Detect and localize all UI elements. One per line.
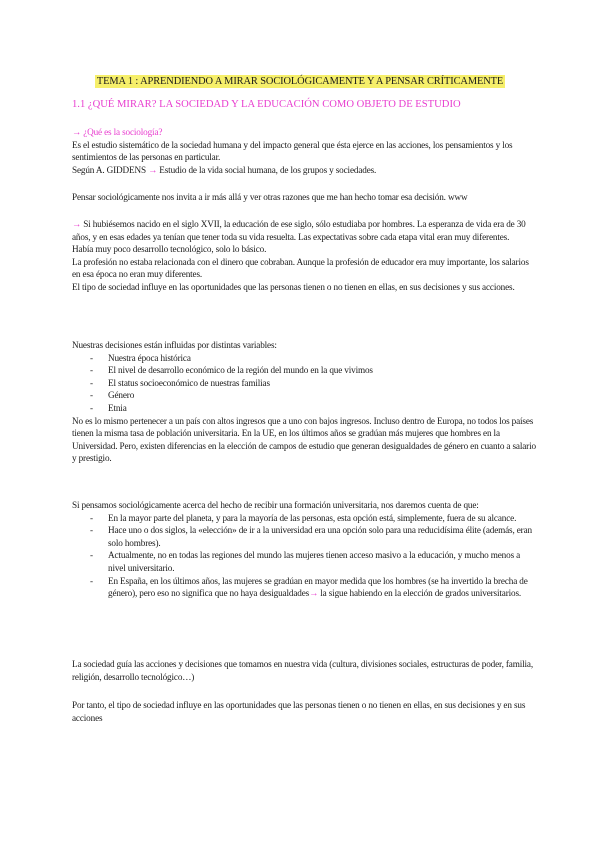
giddens-line bbox=[72, 164, 538, 177]
list-item: - Nuestra época histórica bbox=[72, 352, 538, 365]
university-list bbox=[72, 512, 538, 600]
arrow-icon: → bbox=[148, 164, 158, 175]
variables-intro: Nuestras decisiones están influidas por distintas variables: bbox=[72, 340, 277, 350]
list-item bbox=[72, 575, 538, 600]
profession-text: La profesión no estaba relacionada con el dinero que cobraban. Aunque la profesión de educador era muy importante, los salarios en esa época no eran muy diferentes. bbox=[72, 256, 529, 280]
century-paragraph bbox=[72, 218, 538, 243]
block-variables bbox=[72, 339, 538, 465]
university-intro: Si pensamos sociológicamente acerca del hecho de recibir una formación universitaria, nos daremos cuenta de que: bbox=[72, 500, 479, 510]
page-title: TEMA 1 : APRENDIENDO A MIRAR SOCIOLÓGICAMENTE Y A PENSAR CRÍTICAMENTE bbox=[96, 76, 504, 87]
arrow-icon: → bbox=[309, 588, 319, 599]
block-what-is-sociology bbox=[72, 126, 538, 176]
list-item: - Hace uno o dos siglos, la «elección» de ir a la universidad era una opción solo para una reducidísima élite (además, eran solo hombres). bbox=[72, 524, 538, 549]
giddens-definition: Estudio de la vida social humana, de los grupos y sociedades. bbox=[159, 164, 377, 175]
arrow-icon: → bbox=[72, 219, 82, 229]
paragraph-think-sociologically: Pensar sociológicamente nos invita a ir más allá y ver otras razones que me han hecho tomar esa decisión. www bbox=[72, 192, 468, 202]
question-line bbox=[72, 126, 538, 139]
income-paragraph: No es lo mismo pertenecer a un país con altos ingresos que a uno con bajos ingresos. Incluso dentro de Europa, no todos los países tienen la misma tasa de población universitaria. En la UE, en los últimos años se gradúan más mujeres que hombres en la Universidad. Pero, existen diferencias en la elección de campos de estudio que generan desigualdades de género en cuanto a salario y prestigio. bbox=[72, 415, 536, 464]
spain-text: En España, en los últimos años, las mujeres se gradúan en mayor medida que los hombres (se ha invertido la brecha de género), pero eso no significa que no haya desigualdades bbox=[108, 575, 528, 599]
block-seventeenth-century bbox=[72, 218, 538, 294]
technology-text: Había muy poco desarrollo tecnológico, solo lo básico. bbox=[72, 244, 267, 255]
list-item: - Etnia bbox=[72, 402, 538, 415]
title-container bbox=[0, 71, 600, 89]
society-influence-text: El tipo de sociedad influye en las oportunidades que las personas tienen o no tienen en ellas, en sus decisiones y sus acciones. bbox=[72, 281, 515, 292]
section-heading: 1.1 ¿QUÉ MIRAR? LA SOCIEDAD Y LA EDUCACIÓN COMO OBJETO DE ESTUDIO bbox=[72, 99, 461, 110]
paragraph-society-guides: La sociedad guía las acciones y decisiones que tomamos en nuestra vida (cultura, divisiones sociales, estructuras de poder, familia, religión, desarrollo tecnológico…) bbox=[72, 659, 534, 682]
list-item: - Actualmente, no en todas las regiones del mundo las mujeres tienen acceso masivo a la educación, y mucho menos a nivel universitario. bbox=[72, 549, 538, 574]
block-university bbox=[72, 499, 538, 600]
paragraph-conclusion: Por tanto, el tipo de sociedad influye en las oportunidades que las personas tienen o no tienen en ellas, en sus decisiones y en sus acciones bbox=[72, 700, 526, 723]
variables-list bbox=[72, 352, 538, 415]
giddens-author: Según A. GIDDENS bbox=[72, 164, 146, 175]
list-item: - En la mayor parte del planeta, y para la mayoría de las personas, esta opción está, simplemente, fuera de su alcance. bbox=[72, 512, 538, 525]
list-item: - Género bbox=[72, 389, 538, 402]
definition-text: Es el estudio sistemático de la sociedad humana y del impacto general que ésta ejerce en las acciones, los pensamientos y los sentimientos de las personas en particular. bbox=[72, 139, 513, 163]
question-text: ¿Qué es la sociología? bbox=[83, 127, 163, 137]
list-item: - El status socioeconómico de nuestras familias bbox=[72, 377, 538, 390]
century-text: Si hubiésemos nacido en el siglo XVII, la educación de ese siglo, sólo estudiaba por hombres. La esperanza de vida era de 30 años, y en esas edades ya tenían que tener toda su vida resuelta. Las expectativas sobre cada etapa vital eran muy diferentes. bbox=[72, 219, 526, 242]
spain-text-end: la sigue habiendo en la elección de grados universitarios. bbox=[320, 588, 522, 599]
list-item: - El nivel de desarrollo económico de la región del mundo en la que vivimos bbox=[72, 364, 538, 377]
arrow-icon: → bbox=[72, 127, 82, 137]
